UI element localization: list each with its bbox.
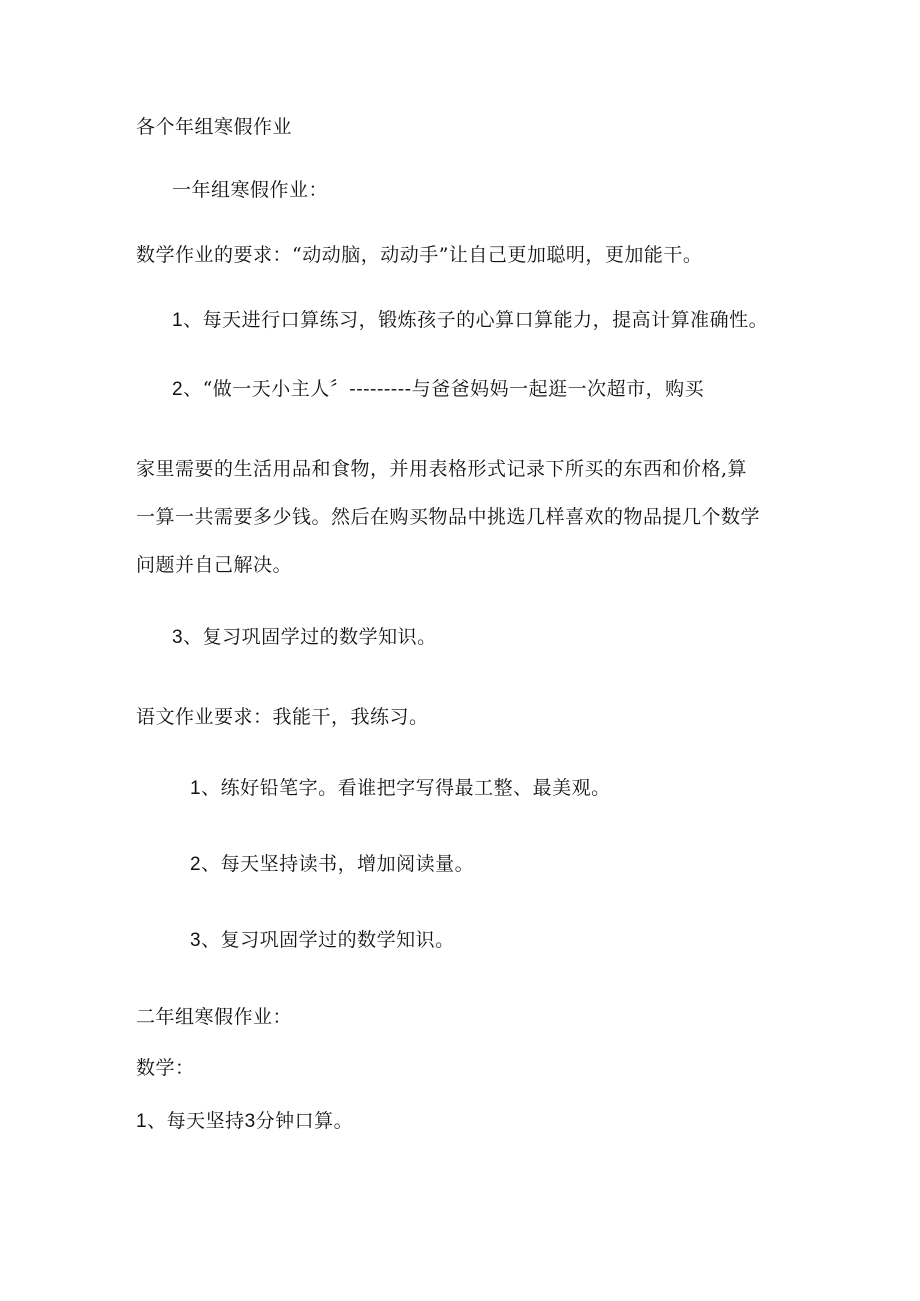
item-number: 3 [190, 930, 202, 951]
item-text: 、每天进行口算练习，锻炼孩子的心算口算能力，提高计算准确性。 [183, 309, 769, 331]
grade1-math-item-2-line-3: 一算一共需要多少钱。然后在购买物品中挑选几样喜欢的物品提几个数学 [136, 506, 761, 528]
item-number: 2 [190, 854, 202, 875]
grade2-math-item-1 [136, 1108, 353, 1135]
minutes-value: 3 [244, 1111, 256, 1132]
grade1-chinese-item-2 [190, 851, 474, 878]
grade1-math-item-2-line-1 [172, 376, 704, 403]
grade2-heading: 二年组寒假作业： [136, 1006, 293, 1028]
grade1-chinese-item-3 [190, 927, 455, 954]
grade1-heading: 一年组寒假作业： [172, 179, 329, 201]
item-text: 、每天坚持读书，增加阅读量。 [201, 853, 475, 875]
grade2-math-label: 数学： [136, 1057, 195, 1079]
item-text: 、复习巩固学过的数学知识。 [183, 626, 437, 648]
item-text-pre: 、每天坚持 [147, 1110, 245, 1132]
grade1-math-requirement: 数学作业的要求：“动动脑，动动手”让自己更加聪明，更加能干。 [136, 244, 703, 266]
item-text: 、“做一天小主人〞---------与爸爸妈妈一起逛一次超市，购买 [183, 378, 705, 400]
item-number: 1 [190, 778, 202, 799]
item-number: 2 [172, 379, 184, 400]
item-text: 、复习巩固学过的数学知识。 [201, 929, 455, 951]
grade1-math-item-3 [172, 624, 437, 651]
grade1-math-item-2-line-2: 家里需要的生活用品和食物，并用表格形式记录下所买的东西和价格,算 [136, 458, 748, 480]
grade1-chinese-item-1 [190, 775, 611, 802]
item-number: 1 [172, 310, 184, 331]
item-number: 1 [136, 1111, 148, 1132]
grade1-math-item-1 [172, 307, 768, 334]
item-number: 3 [172, 627, 184, 648]
item-text: 、练好铅笔字。看谁把字写得最工整、最美观。 [201, 777, 611, 799]
grade1-chinese-requirement: 语文作业要求：我能干，我练习。 [136, 706, 429, 728]
grade1-math-item-2-line-4: 问题并自己解决。 [136, 554, 293, 576]
item-text-post: 分钟口算。 [255, 1110, 354, 1132]
document-title: 各个年组寒假作业 [136, 116, 293, 138]
